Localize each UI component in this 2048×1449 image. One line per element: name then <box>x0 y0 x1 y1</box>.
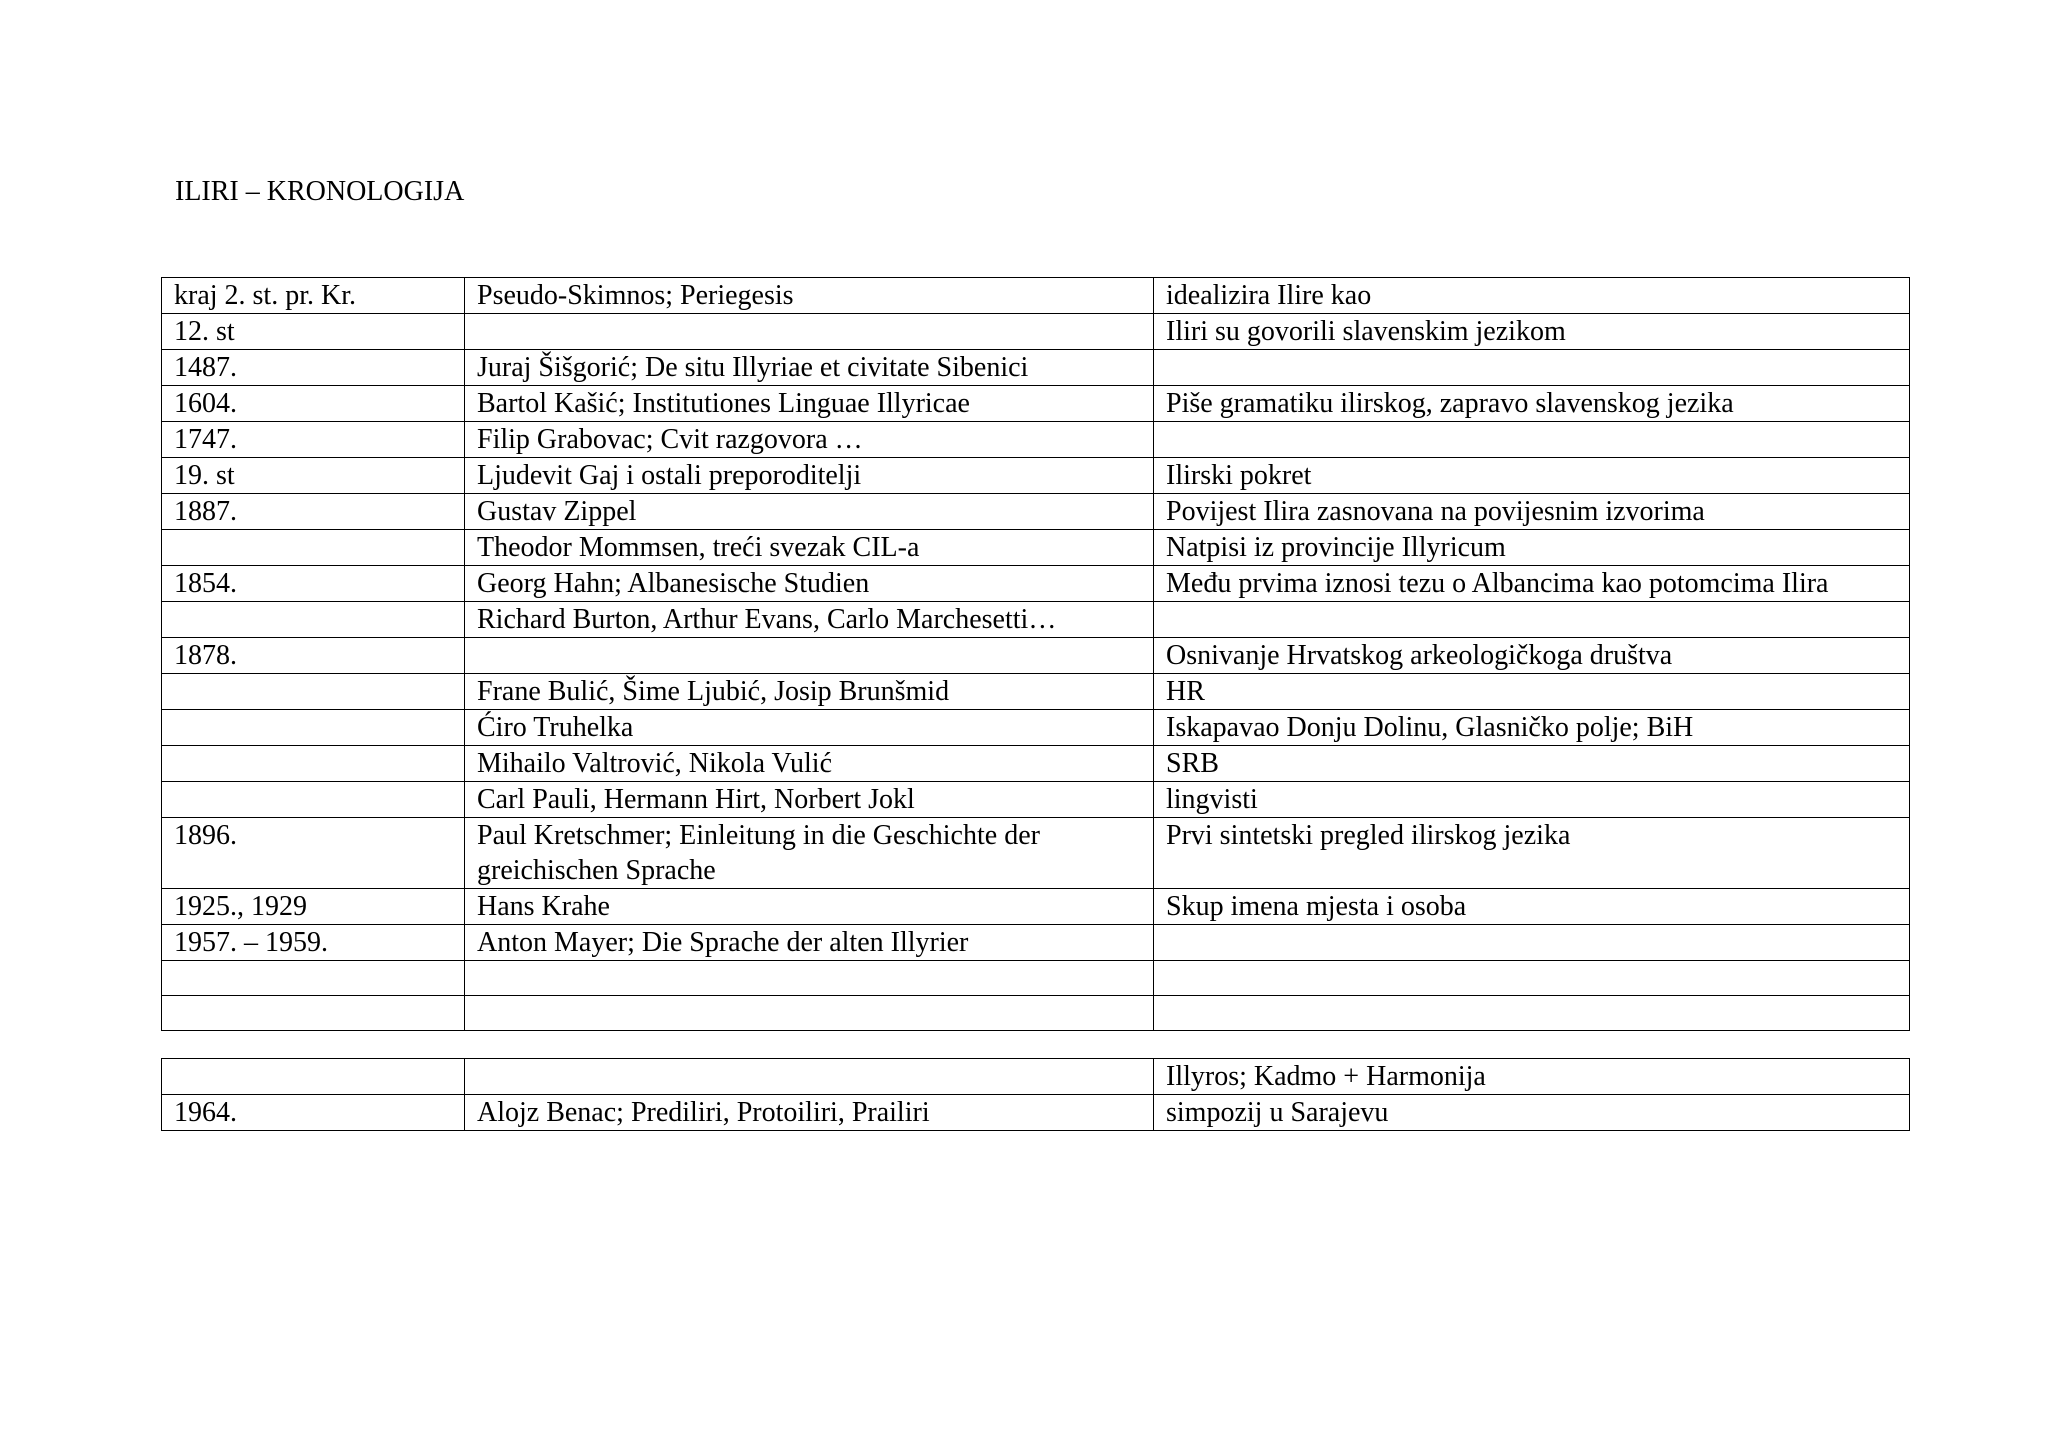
author-work-cell: Juraj Šišgorić; De situ Illyriae et civitate Sibenici <box>465 350 1154 386</box>
date-cell: 1896. <box>162 818 465 889</box>
note-cell: Piše gramatiku ilirskog, zapravo slavenskog jezika <box>1154 386 1910 422</box>
table-row <box>162 746 1910 782</box>
table-row <box>162 638 1910 674</box>
table-row <box>162 782 1910 818</box>
note-cell: lingvisti <box>1154 782 1910 818</box>
table-row <box>162 889 1910 925</box>
author-work-cell: Carl Pauli, Hermann Hirt, Norbert Jokl <box>465 782 1154 818</box>
date-cell: 1925., 1929 <box>162 889 465 925</box>
note-cell: simpozij u Sarajevu <box>1154 1095 1910 1131</box>
author-work-cell: Alojz Benac; Prediliri, Protoiliri, Prailiri <box>465 1095 1154 1131</box>
table-row <box>162 710 1910 746</box>
table-row <box>162 314 1910 350</box>
date-cell: 12. st <box>162 314 465 350</box>
author-work-cell: Mihailo Valtrović, Nikola Vulić <box>465 746 1154 782</box>
author-work-cell: Filip Grabovac; Cvit razgovora … <box>465 422 1154 458</box>
table-row <box>162 566 1910 602</box>
date-cell: 1487. <box>162 350 465 386</box>
author-work-cell <box>465 996 1154 1031</box>
table-row <box>162 602 1910 638</box>
table-row <box>162 1059 1910 1095</box>
note-cell: Ilirski pokret <box>1154 458 1910 494</box>
note-cell: Iskapavao Donju Dolinu, Glasničko polje; BiH <box>1154 710 1910 746</box>
author-work-cell: Bartol Kašić; Institutiones Linguae Illyricae <box>465 386 1154 422</box>
table-row <box>162 961 1910 996</box>
author-work-cell: Hans Krahe <box>465 889 1154 925</box>
note-cell <box>1154 925 1910 961</box>
author-work-cell <box>465 1059 1154 1095</box>
note-cell <box>1154 602 1910 638</box>
date-cell <box>162 782 465 818</box>
note-cell: Iliri su govorili slavenskim jezikom <box>1154 314 1910 350</box>
date-cell: 1747. <box>162 422 465 458</box>
date-cell <box>162 1059 465 1095</box>
secondary-table <box>161 1058 1910 1131</box>
chronology-table-body <box>162 278 1910 1031</box>
author-work-cell: Ljudevit Gaj i ostali preporoditelji <box>465 458 1154 494</box>
author-work-cell: Anton Mayer; Die Sprache der alten Illyrier <box>465 925 1154 961</box>
author-work-cell: Frane Bulić, Šime Ljubić, Josip Brunšmid <box>465 674 1154 710</box>
date-cell: 1957. – 1959. <box>162 925 465 961</box>
table-row <box>162 818 1910 889</box>
note-cell <box>1154 961 1910 996</box>
date-cell <box>162 961 465 996</box>
note-cell: Natpisi iz provincije Illyricum <box>1154 530 1910 566</box>
table-row <box>162 386 1910 422</box>
note-cell: SRB <box>1154 746 1910 782</box>
date-cell: 1604. <box>162 386 465 422</box>
note-cell: idealizira Ilire kao <box>1154 278 1910 314</box>
note-cell: Povijest Ilira zasnovana na povijesnim izvorima <box>1154 494 1910 530</box>
date-cell: 1878. <box>162 638 465 674</box>
note-cell: Osnivanje Hrvatskog arkeologičkoga društva <box>1154 638 1910 674</box>
secondary-table-body <box>162 1059 1910 1131</box>
table-row <box>162 458 1910 494</box>
note-cell <box>1154 422 1910 458</box>
date-cell: kraj 2. st. pr. Kr. <box>162 278 465 314</box>
table-row <box>162 925 1910 961</box>
date-cell: 19. st <box>162 458 465 494</box>
table-row <box>162 494 1910 530</box>
date-cell <box>162 530 465 566</box>
note-cell: Prvi sintetski pregled ilirskog jezika <box>1154 818 1910 889</box>
table-row <box>162 422 1910 458</box>
author-work-cell: Richard Burton, Arthur Evans, Carlo Marchesetti… <box>465 602 1154 638</box>
author-work-cell: Georg Hahn; Albanesische Studien <box>465 566 1154 602</box>
author-work-cell: Gustav Zippel <box>465 494 1154 530</box>
date-cell <box>162 746 465 782</box>
table-row <box>162 674 1910 710</box>
table-row <box>162 530 1910 566</box>
date-cell <box>162 996 465 1031</box>
note-cell: Među prvima iznosi tezu o Albancima kao potomcima Ilira <box>1154 566 1910 602</box>
author-work-cell <box>465 961 1154 996</box>
date-cell: 1854. <box>162 566 465 602</box>
date-cell: 1964. <box>162 1095 465 1131</box>
note-cell <box>1154 996 1910 1031</box>
note-cell: Skup imena mjesta i osoba <box>1154 889 1910 925</box>
author-work-cell: Pseudo-Skimnos; Periegesis <box>465 278 1154 314</box>
author-work-cell <box>465 314 1154 350</box>
note-cell <box>1154 350 1910 386</box>
date-cell <box>162 674 465 710</box>
page-title: ILIRI – KRONOLOGIJA <box>175 176 465 207</box>
author-work-cell <box>465 638 1154 674</box>
author-work-cell: Theodor Mommsen, treći svezak CIL-a <box>465 530 1154 566</box>
table-row <box>162 350 1910 386</box>
table-row <box>162 278 1910 314</box>
table-row <box>162 1095 1910 1131</box>
date-cell: 1887. <box>162 494 465 530</box>
author-work-cell: Ćiro Truhelka <box>465 710 1154 746</box>
note-cell: HR <box>1154 674 1910 710</box>
chronology-table <box>161 277 1910 1031</box>
date-cell <box>162 602 465 638</box>
date-cell <box>162 710 465 746</box>
author-work-cell: Paul Kretschmer; Einleitung in die Geschichte der greichischen Sprache <box>465 818 1154 889</box>
note-cell: Illyros; Kadmo + Harmonija <box>1154 1059 1910 1095</box>
table-row <box>162 996 1910 1031</box>
